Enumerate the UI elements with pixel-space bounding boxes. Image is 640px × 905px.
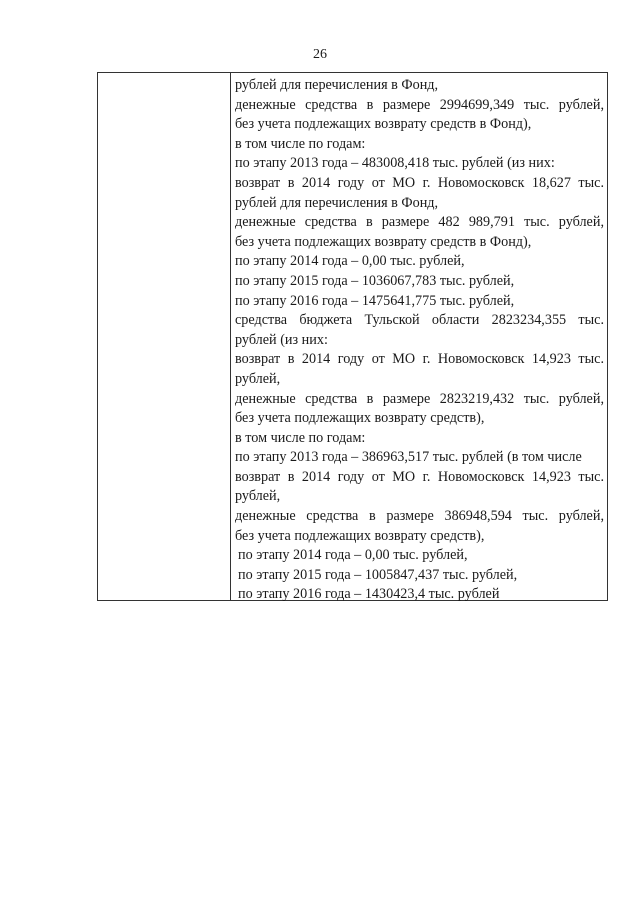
text-line: по этапу 2013 года – 386963,517 тыс. рублей (в том числе xyxy=(235,449,582,466)
text-line: по этапу 2013 года – 483008,418 тыс. рублей (из них: xyxy=(235,155,555,172)
text-line: рублей для перечисления в Фонд, xyxy=(235,194,439,211)
text-line: по этапу 2014 года – 0,00 тыс. рублей, xyxy=(238,547,468,564)
text-line: по этапу 2015 года – 1005847,437 тыс. рублей, xyxy=(238,566,518,583)
table-left-cell xyxy=(98,73,231,600)
text-line: рублей (из них: xyxy=(235,331,328,348)
text-line: без учета подлежащих возврату средств), xyxy=(235,527,485,544)
text-line: денежные средства в размере 2823219,432 тыс. рублей, xyxy=(235,390,604,407)
document-table xyxy=(97,72,608,601)
text-line: рублей, xyxy=(235,488,281,505)
text-line: в том числе по годам: xyxy=(235,429,366,446)
text-line: без учета подлежащих возврату средств в Фонд), xyxy=(235,116,532,133)
text-line: возврат в 2014 году от МО г. Новомосковск 14,923 тыс. xyxy=(235,351,604,368)
table-right-cell xyxy=(231,73,607,603)
text-line: возврат в 2014 году от МО г. Новомосковск 18,627 тыс. xyxy=(235,174,604,191)
text-line: рублей для перечисления в Фонд, xyxy=(235,77,439,93)
text-line: денежные средства в размере 386948,594 тыс. рублей, xyxy=(235,508,604,525)
text-line: денежные средства в размере 482 989,791 тыс. рублей, xyxy=(235,214,604,231)
text-line: рублей, xyxy=(235,370,281,387)
page-number: 26 xyxy=(313,47,327,62)
text-line: по этапу 2014 года – 0,00 тыс. рублей, xyxy=(235,253,465,270)
text-line: по этапу 2016 года – 1475641,775 тыс. рублей, xyxy=(235,292,515,309)
text-line: в том числе по годам: xyxy=(235,135,366,152)
text-line: по этапу 2016 года – 1430423,4 тыс. рублей xyxy=(238,586,500,603)
text-line: по этапу 2015 года – 1036067,783 тыс. рублей, xyxy=(235,272,515,289)
text-line: без учета подлежащих возврату средств в Фонд), xyxy=(235,233,532,250)
text-line: средства бюджета Тульской области 2823234,355 тыс. xyxy=(235,312,604,329)
text-line: денежные средства в размере 2994699,349 тыс. рублей, xyxy=(235,96,604,113)
text-line: без учета подлежащих возврату средств), xyxy=(235,410,485,427)
text-line: возврат в 2014 году от МО г. Новомосковск 14,923 тыс. xyxy=(235,468,604,485)
